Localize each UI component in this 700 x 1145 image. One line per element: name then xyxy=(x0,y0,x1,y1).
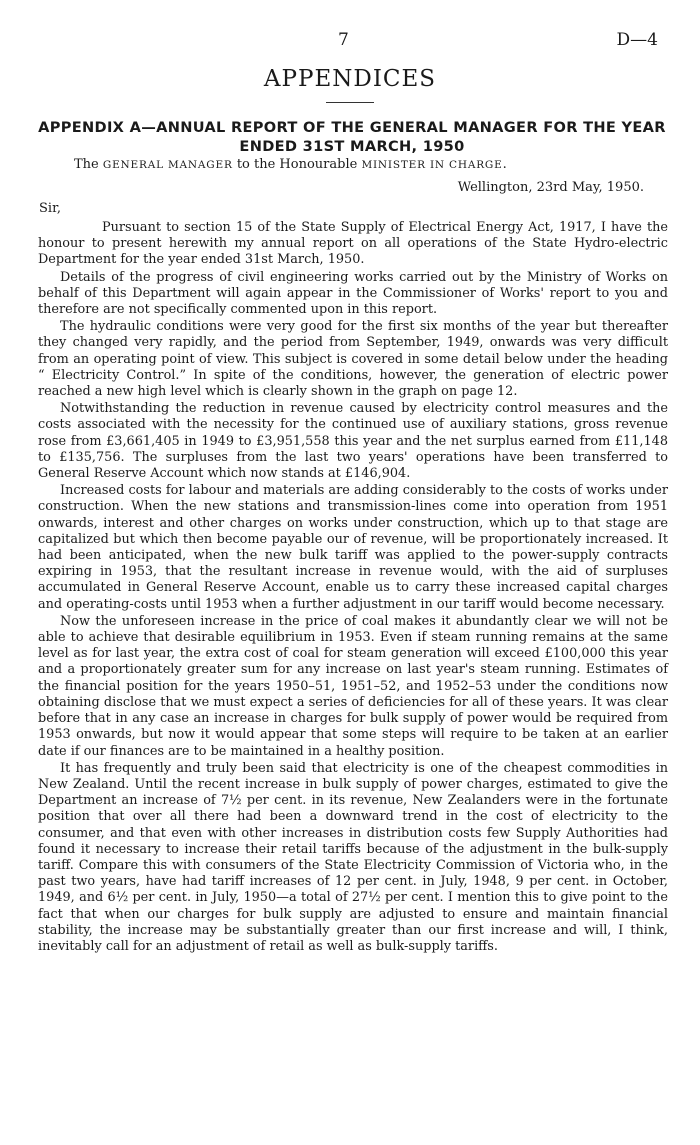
title-divider xyxy=(326,102,374,103)
address-suffix: . xyxy=(502,157,507,172)
paragraph: Increased costs for labour and materials are adding considerably to the costs of works under construction. When the new stations and transmission-lines come into operation from 1951 onwards, interest and other charges on works under construction, which up to that stage are capitalized but which then become payable our of revenue, will be proportionately increased. It had been anticipated, when the new bulk tariff was applied to the power-supply contracts expiring in 1953, that the resultant increase in revenue would, with the aid of surpluses accumulated in General Reserve Account, enable us to carry these increased capital charges and operating-costs until 1953 when a further adjustment in our tariff would become necessary. xyxy=(38,483,668,612)
paragraph: Details of the progress of civil engineering works carried out by the Ministry of Works on behalf of this Department will again appear in the Commissioner of Works' report to you and therefore are not specifically commented upon in this report. xyxy=(38,269,668,318)
report-body xyxy=(38,220,668,956)
salutation: Sir, xyxy=(39,201,61,216)
document-reference: D—4 xyxy=(616,30,658,50)
paragraph: The hydraulic conditions were very good for the first six months of the year but thereafter they changed very rapidly, and the period from September, 1949, onwards was very difficult from an operating point of view. This subject is covered in some detail below under the heading “ Electricity Control.” In spite of the conditions, however, the generation of electric power reached a new high level which is clearly shown in the graph on page 12. xyxy=(38,319,668,400)
appendix-heading: APPENDIX A—ANNUAL REPORT OF THE GENERAL MANAGER FOR THE YEAR ENDED 31ST MARCH, 1950 xyxy=(38,119,666,155)
paragraph: It has frequently and truly been said that electricity is one of the cheapest commodities in New Zealand. Until the recent increase in bulk supply of power charges, estimated to give the Department an increase of 7½ per cent. in its revenue, New Zealanders were in the fortunate position that over all there had been a downward trend in the cost of electricity to the consumer, and that even with other increases in distribution costs few Supply Authorities had found it necessary to increase their retail tariffs because of the adjustment in the bulk-supply tariff. Compare this with consumers of the State Electricity Commission of Victoria who, in the past two years, have had tariff increases of 12 per cent. in July, 1948, 9 per cent. in October, 1949, and 6½ per cent. in July, 1950—a total of 27½ per cent. I mention this to give point to the fact that when our charges for bulk supply are adjusted to ensure and maintain financial stability, the increase may be substantially greater than our first increase and will, I think, inevitably call for an adjustment of retail as well as bulk-supply tariffs. xyxy=(38,760,668,954)
place-and-date: Wellington, 23rd May, 1950. xyxy=(457,180,644,195)
address-to: MINISTER IN CHARGE xyxy=(361,159,503,171)
page-number: 7 xyxy=(338,30,349,50)
address-prefix: The xyxy=(74,157,99,172)
section-title: APPENDICES xyxy=(263,66,437,92)
address-middle: to the Honourable xyxy=(236,157,358,172)
paragraph: Notwithstanding the reduction in revenue caused by electricity control measures and the costs associated with the necessity for the continued use of auxiliary stations, gross revenue rose from £3,661,405 in 1949 to £3,951,558 this year and the net surplus earned from £11,148 to £135,756. The surpluses from the last two years' operations have been transferred to General Reserve Account which now stands at £146,904. xyxy=(38,401,668,482)
paragraph: Pursuant to section 15 of the State Supply of Electrical Energy Act, 1917, I have the honour to present herewith my annual report on all operations of the State Hydro-electric Department for the year ended 31st March, 1950. xyxy=(38,220,668,268)
address-from: GENERAL MANAGER xyxy=(102,159,233,171)
paragraph: Now the unforeseen increase in the price of coal makes it abundantly clear we will not be able to achieve that desirable equilibrium in 1953. Even if steam running remains at the same level as for last year, the extra cost of coal for steam generation will exceed £100,000 this year and a proportionately greater sum for any increase on last year's steam running. Estimates of the financial position for the years 1950–51, 1951–52, and 1952–53 under the conditions now obtaining disclose that we must expect a series of deficiencies for all of these years. It was clear before that in any case an increase in charges for bulk supply of power would be required from 1953 onwards, but now it would appear that some steps will require to be taken at an earlier date if our finances are to be maintained in a healthy position. xyxy=(38,613,668,759)
addressee-line xyxy=(74,157,507,172)
